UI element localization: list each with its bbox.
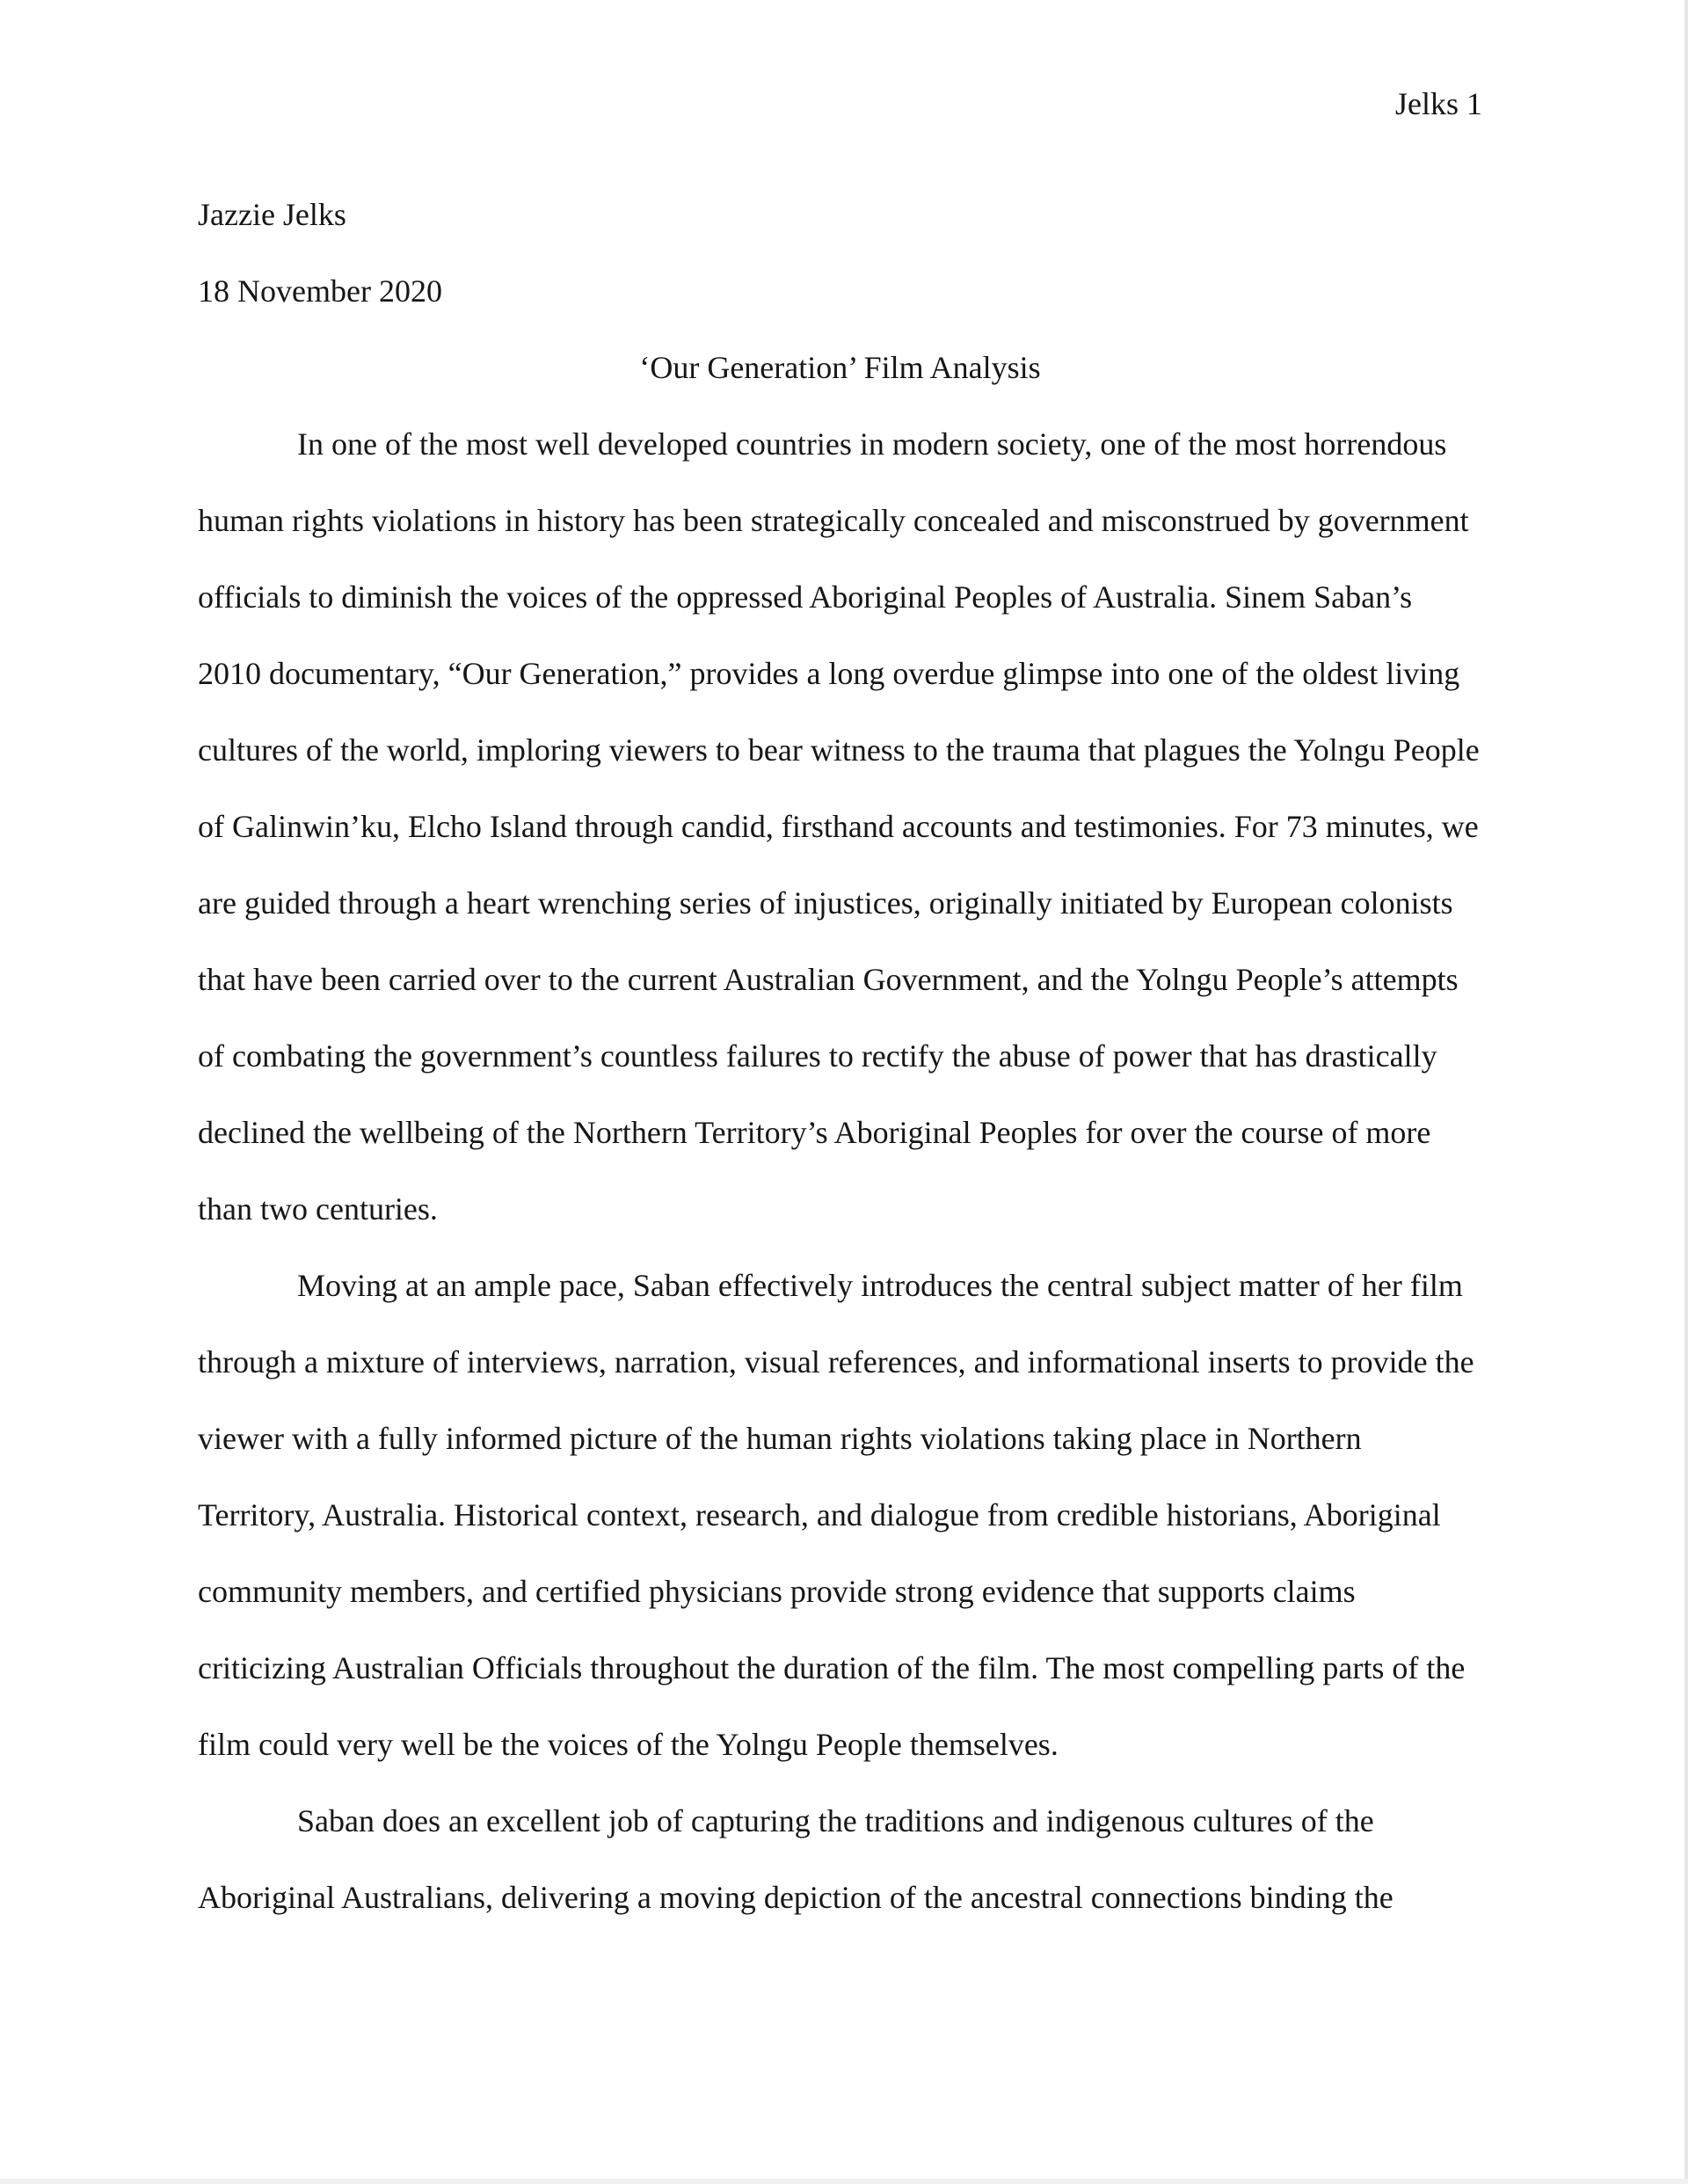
author-name: Jazzie Jelks: [198, 197, 346, 232]
paragraph-3: Saban does an excellent job of capturing the traditions and indigenous cultures of the Aboriginal Australians, delivering a moving depiction of the ancestral connections binding the: [198, 1803, 1393, 1915]
document-date: 18 November 2020: [198, 273, 442, 309]
running-head: Jelks 1: [1395, 86, 1482, 121]
document-title: ‘Our Generation’ Film Analysis: [639, 350, 1041, 385]
paragraph-2: Moving at an ample pace, Saban effectively introduces the central subject matter of her film through a mixture of interviews, narration, visual references, and informational inserts to provide the viewer with a fully informed picture of the human rights violations taking place in Northern Territory, Australia. Historical context, research, and dialogue from credible historians, Aboriginal community members, and certified physicians provide strong evidence that supports claims criticizing Australian Officials throughout the duration of the film. The most compelling parts of the film could very well be the voices of the Yolngu People themselves.: [198, 1268, 1474, 1762]
paragraph-1: In one of the most well developed countries in modern society, one of the most horrendous human rights violations in history has been strategically concealed and misconstrued by government officials to diminish the voices of the oppressed Aboriginal Peoples of Australia. Sinem Saban’s 2010 documentary, “Our Generation,” provides a long overdue glimpse into one of the oldest living cultures of the world, imploring viewers to bear witness to the trauma that plagues the Yolngu People of Galinwin’ku, Elcho Island through candid, firsthand accounts and testimonies. For 73 minutes, we are guided through a heart wrenching series of injustices, originally initiated by European colonists that have been carried over to the current Australian Government, and the Yolngu People’s attempts of combating the government’s countless failures to rectify the abuse of power that has drastically declined the wellbeing of the Northern Territory’s Aboriginal Peoples for over the course of more than two centuries.: [198, 426, 1480, 1227]
document-body: [198, 177, 1482, 1936]
page-edge-right: [1684, 0, 1688, 2184]
page-edge-bottom: [0, 2179, 1688, 2184]
